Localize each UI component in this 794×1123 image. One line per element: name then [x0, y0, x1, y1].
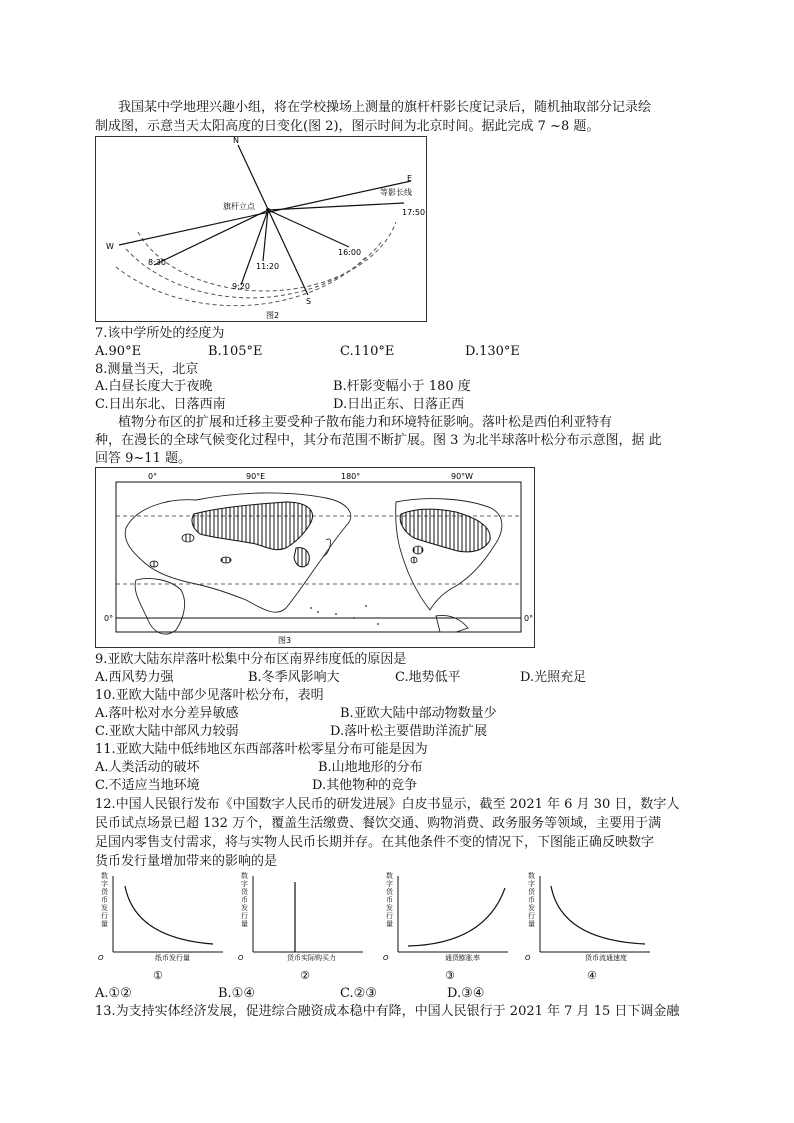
q7-stem: 7.该中学所处的经度为 [95, 326, 225, 341]
figure-3-map [95, 467, 535, 648]
fig2-time-1600: 16:00 [338, 248, 362, 257]
g4-ylabel: 数字货币发行量 [528, 872, 535, 928]
fig3-label-90w: 90°W [451, 472, 474, 481]
g3-num: ③ [445, 969, 455, 982]
q7-option-d: D.130°E [465, 344, 520, 359]
q9-option-a: A.西风势力强 [95, 670, 174, 685]
g2-num: ② [300, 969, 310, 982]
q7-option-a: A.90°E [95, 344, 142, 359]
g2-ylabel: 数字货币发行量 [241, 872, 248, 928]
intro2-line3: 回答 9~11 题。 [95, 451, 191, 466]
fig2-time-830: 8:30 [148, 258, 166, 267]
g1-ylabel: 数字货币发行量 [101, 872, 108, 928]
intro2-line2: 种，在漫长的全球气候变化过程中，其分布范围不断扩展。图 3 为北半球落叶松分布示意图，据 此 [95, 433, 662, 448]
q8-option-d: D.日出正东、日落正西 [333, 397, 465, 412]
fig2-time-1120: 11:20 [256, 262, 280, 271]
g4-xlabel: 货币流通速度 [585, 954, 627, 962]
q12-graphs [95, 868, 705, 984]
q7-option-c: C.110°E [340, 344, 395, 359]
fig2-time-1750: 17:50 [402, 208, 426, 217]
g2-origin: O [238, 954, 244, 962]
q9-option-b: B.冬季风影响大 [248, 670, 340, 685]
fig3-label-0: 0° [148, 472, 158, 481]
q12-line3: 足国内零售支付需求，将与实物人民币长期并存。在其他条件不变的情况下，下图能正确反映数字 [95, 835, 655, 850]
q11-option-d: D.其他物种的竞争 [312, 778, 418, 793]
q12-line4: 货币发行量增加带来的影响的是 [95, 854, 278, 869]
fig2-time-920: 9:20 [232, 282, 250, 291]
fig3-right-0: 0° [524, 614, 534, 623]
q9-stem: 9.亚欧大陆东岸落叶松集中分布区南界纬度低的原因是 [95, 652, 407, 667]
q10-option-d: D.落叶松主要借助洋流扩展 [330, 724, 488, 739]
q12-graph-3 [383, 876, 508, 982]
q12-option-d: D.③④ [447, 986, 485, 1001]
q11-option-a: A.人类活动的破坏 [95, 760, 200, 775]
q12-graph-1 [98, 876, 223, 982]
g3-xlabel: 通货膨胀率 [445, 954, 480, 962]
q11-option-b: B.山地地形的分布 [318, 760, 423, 775]
g1-num: ① [153, 969, 163, 982]
intro1-line1: 我国某中学地理兴趣小组，将在学校操场上测量的旗杆杆影长度记录后，随机抽取部分记录绘 [118, 100, 652, 115]
g1-xlabel: 纸币发行量 [155, 954, 190, 962]
q9-option-c: C.地势低平 [395, 670, 461, 685]
q12-option-c: C.②③ [340, 986, 377, 1001]
q7-option-b: B.105°E [208, 344, 263, 359]
figure-2 [95, 136, 427, 322]
q13-line1: 13.为支持实体经济发展，促进综合融资成本稳中有降，中国人民银行于 2021 年 7 月 15 日下调金融 [95, 1004, 680, 1019]
g4-num: ④ [587, 969, 597, 982]
fig3-label-90e: 90°E [246, 472, 266, 481]
intro1-line2: 制成图，示意当天太阳高度的日变化(图 2)，图示时间为北京时间。据此完成 7 ~8 题。 [95, 119, 600, 134]
fig3-left-0: 0° [104, 614, 114, 623]
fig2-caption: 图2 [266, 311, 280, 320]
fig2-s: S [306, 297, 312, 306]
fig2-e: E [407, 174, 413, 183]
q12-graph-4 [525, 876, 650, 982]
g2-xlabel: 货币实际购买力 [287, 954, 336, 962]
fig2-w: W [106, 242, 114, 251]
q8-option-b: B.杆影变幅小于 180 度 [333, 379, 471, 394]
q10-option-c: C.亚欧大陆中部风力较弱 [95, 724, 239, 739]
q9-option-d: D.光照充足 [520, 670, 587, 685]
fig2-n: N [233, 137, 239, 145]
intro2-line1: 植物分布区的扩展和迁移主要受种子散布能力和环境特征影响。落叶松是西伯利亚特有 [118, 415, 613, 430]
q12-option-a: A.①② [95, 986, 132, 1001]
fig3-label-180: 180° [341, 472, 361, 481]
q12-option-b: B.①④ [218, 986, 255, 1001]
q8-option-c: C.日出东北、日落西南 [95, 397, 226, 412]
fig2-pole-label: 旗杆立点 [223, 202, 255, 211]
q10-stem: 10.亚欧大陆中部少见落叶松分布，表明 [95, 688, 324, 703]
q10-option-a: A.落叶松对水分差异敏感 [95, 706, 239, 721]
fig2-iso-label: 等影长线 [380, 188, 412, 197]
g1-origin: O [98, 954, 104, 962]
q8-option-a: A.白昼长度大于夜晚 [95, 379, 213, 394]
g3-origin: O [383, 954, 389, 962]
q8-stem: 8.测量当天，北京 [95, 362, 199, 377]
q12-line2: 民币试点场景已超 132 万个，覆盖生活缴费、餐饮交通、购物消费、政务服务等领域，主要用于满 [95, 816, 662, 831]
g3-ylabel: 数字货币发行量 [386, 872, 393, 928]
q11-option-c: C.不适应当地环境 [95, 778, 200, 793]
g4-origin: O [525, 954, 531, 962]
q12-graph-2 [238, 876, 363, 982]
q10-option-b: B.亚欧大陆中部动物数量少 [340, 706, 497, 721]
q11-stem: 11.亚欧大陆中低纬地区东西部落叶松零星分布可能是因为 [95, 742, 428, 757]
q12-line1: 12.中国人民银行发布《中国数字人民币的研发进展》白皮书显示，截至 2021 年 6 月 30 日，数字人 [95, 797, 680, 812]
fig3-caption: 图3 [278, 636, 292, 645]
